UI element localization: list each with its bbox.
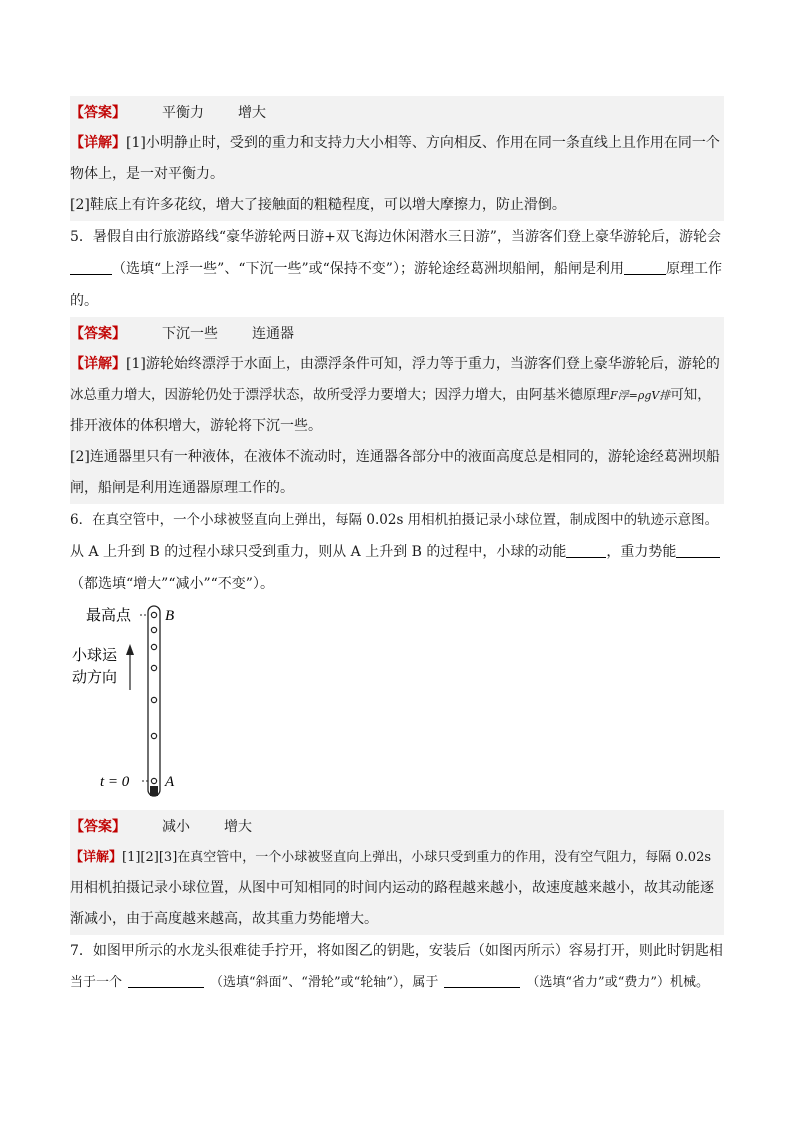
- vacuum-tube: [148, 606, 160, 796]
- question-text: ，重力势能: [606, 544, 677, 560]
- question-5: [70, 221, 724, 317]
- question-text: 5．暑假自由行旅游路线“豪华游轮两日游+双飞海边休闲潜水三日游”，当游客们登上豪华游轮后，游轮会: [70, 229, 721, 245]
- answer-value: 增大: [224, 819, 252, 835]
- b-label: B: [165, 608, 175, 624]
- answer-blank[interactable]: [676, 541, 720, 558]
- question-text: 6．在真空管中，一个小球被竖直向上弹出，每隔 0.02s 用相机拍摄记录小球位置，制成图中的轨迹示意图。: [70, 512, 719, 528]
- top-label: 最高点: [86, 606, 132, 624]
- ball-position: [151, 644, 156, 649]
- ball-position: [151, 778, 156, 783]
- question-7: [70, 935, 724, 999]
- trajectory-svg: [70, 600, 270, 810]
- detail-line: 物体上，是一对平衡力。: [70, 166, 224, 182]
- detail-line: [2]连通器里只有一种液体，在液体不流动时，连通器各部分中的液面高度总是相同的，游轮途经葛洲坝船: [70, 449, 720, 465]
- detail-text: [70, 128, 724, 221]
- document-page: [70, 96, 724, 999]
- buoyancy-formula: F浮=ρgV排: [610, 389, 671, 402]
- answer-blank[interactable]: [444, 971, 520, 988]
- answer-tag: 【答案】: [70, 326, 126, 342]
- question-text: 7．如图甲所示的水龙头很难徒手拧开，将如图乙的钥匙，安装后（如图丙所示）容易打开，则此时钥匙相: [70, 943, 723, 959]
- detail-line: 可知，: [670, 387, 711, 403]
- detail-line: 排开液体的体积增大，游轮将下沉一些。: [70, 418, 322, 434]
- ball-position: [151, 627, 156, 632]
- a-label: A: [165, 774, 175, 790]
- answer-row: [70, 810, 724, 842]
- detail-line: 用相机拍摄记录小球位置，从图中可知相同的时间内运动的路程越来越小，故速度越来越小，故其动能逐: [70, 880, 714, 896]
- answer-block-1: [70, 96, 724, 221]
- arrow-head-icon: [126, 644, 134, 655]
- ball-position: [151, 612, 156, 617]
- question-text: 的。: [70, 293, 98, 309]
- answer-value: 平衡力: [162, 105, 204, 121]
- detail-text: [70, 349, 724, 504]
- answer-blank[interactable]: [624, 258, 666, 275]
- answer-value: 减小: [162, 819, 190, 835]
- answer-value: 下沉一些: [162, 326, 218, 342]
- answer-tag: 【答案】: [70, 819, 126, 835]
- answer-blank[interactable]: [70, 258, 112, 275]
- answer-row: [70, 96, 724, 128]
- detail-tag: 【详解】: [70, 135, 126, 151]
- detail-line: 渐减小，由于高度越来越高，故其重力势能增大。: [70, 911, 378, 927]
- ball-position: [151, 697, 156, 702]
- question-text: 原理工作: [665, 261, 722, 277]
- trajectory-diagram: [70, 600, 724, 810]
- direction-label: 动方向: [72, 668, 118, 686]
- detail-text: [70, 842, 724, 935]
- detail-line: [1]小明静止时，受到的重力和支持力大小相等、方向相反、作用在同一条直线上且作用在同一个: [126, 135, 720, 151]
- detail-line: [1]游轮始终漂浮于水面上，由漂浮条件可知，浮力等于重力，当游客们登上豪华游轮后，游轮的: [126, 356, 720, 372]
- answer-block-2: [70, 317, 724, 504]
- launcher-base: [150, 786, 158, 796]
- detail-line: [1][2][3]在真空管中，一个小球被竖直向上弹出，小球只受到重力的作用，没有空气阻力，每隔 0.02s: [122, 850, 712, 865]
- question-6: [70, 504, 724, 600]
- detail-line: 闸，船闸是利用连通器原理工作的。: [70, 480, 294, 496]
- ball-position: [151, 665, 156, 670]
- answer-value: 连通器: [252, 326, 294, 342]
- question-text: （都选填“增大”“减小”“不变”）。: [70, 576, 274, 592]
- answer-tag: 【答案】: [70, 105, 126, 121]
- question-text: （选填“斜面”、“滑轮”或“轮轴”），属于: [210, 975, 439, 990]
- question-text: 从 A 上升到 B 的过程小球只受到重力，则从 A 上升到 B 的过程中，小球的动能: [70, 544, 567, 560]
- answer-blank[interactable]: [128, 971, 204, 988]
- detail-tag: 【详解】: [70, 356, 126, 372]
- question-text: （选填“上浮一些”、“下沉一些”或“保持不变”）；游轮途经葛洲坝船闸，船闸是利用: [112, 261, 624, 277]
- t-label: t = 0: [100, 774, 130, 790]
- answer-blank[interactable]: [566, 541, 606, 558]
- question-text: 当于一个: [70, 975, 123, 990]
- detail-line: [2]鞋底上有许多花纹，增大了接触面的粗糙程度，可以增大摩擦力，防止滑倒。: [70, 197, 566, 213]
- ball-position: [151, 733, 156, 738]
- direction-label: 小球运: [72, 646, 118, 664]
- question-text: （选填“省力”或“费力”）机械。: [526, 975, 709, 990]
- detail-tag: 【详解】: [70, 850, 123, 865]
- answer-row: [70, 317, 724, 349]
- answer-block-3: [70, 810, 724, 935]
- answer-value: 增大: [238, 105, 266, 121]
- detail-line: 冰总重力增大，因游轮仍处于漂浮状态，故所受浮力要增大；因浮力增大，由阿基米德原理: [70, 387, 610, 403]
